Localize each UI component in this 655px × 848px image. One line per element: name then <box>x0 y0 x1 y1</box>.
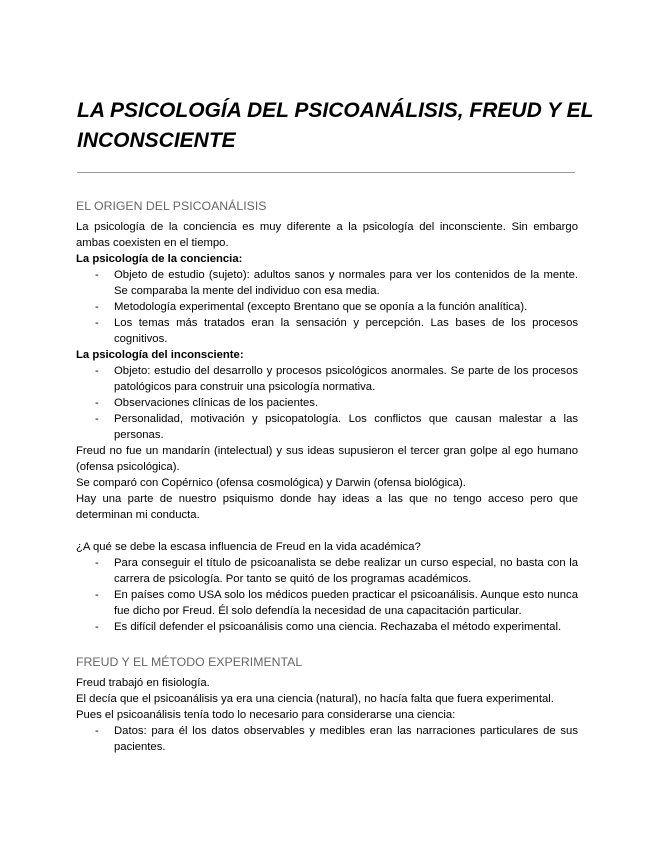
question-paragraph: ¿A qué se debe la escasa influencia de Freud en la vida académica? <box>76 541 421 553</box>
section-heading-origen: EL ORIGEN DEL PSICOANÁLISIS <box>76 199 267 213</box>
dash-bullet: - <box>95 589 99 601</box>
intro-paragraph: La psicología de la conciencia es muy diferente a la psicología del inconsciente. Sin embargo ambas coexisten en el tiempo. <box>76 221 578 249</box>
psiquismo-paragraph: Hay una parte de nuestro psiquismo donde hay ideas a las que no tengo acceso pero que determinan mi conducta. <box>76 493 578 521</box>
inconsciente-list <box>76 363 578 443</box>
dash-bullet: - <box>95 725 99 737</box>
list-item <box>76 267 578 299</box>
list-item-text: Es difícil defender el psicoanálisis como una ciencia. Rechazaba el método experimental. <box>114 621 562 633</box>
dash-bullet: - <box>95 413 99 425</box>
list-item <box>76 723 578 755</box>
dash-bullet: - <box>95 365 99 377</box>
dash-bullet: - <box>95 621 99 633</box>
freud-mandarin-paragraph: Freud no fue un mandarín (intelectual) y sus ideas supusieron el tercer gran golpe al ego humano (ofensa psicológica). <box>76 445 578 473</box>
dash-bullet: - <box>95 301 99 313</box>
list-item-text: En países como USA solo los médicos pueden practicar el psicoanálisis. Aunque esto nunca fue dicho por Freud. Él solo defendía la necesidad de una capacitación particular. <box>114 589 578 617</box>
fisiologia-paragraph: Freud trabajó en fisiología. <box>76 677 210 689</box>
list-item-text: Objeto: estudio del desarrollo y procesos psicológicos anormales. Se parte de los procesos patológicos para construir una psicología normativa. <box>114 365 578 393</box>
list-item-text: Metodología experimental (excepto Brentano que se oponía a la función analítica). <box>114 301 528 313</box>
list-item-text: Datos: para él los datos observables y medibles eran las narraciones particulares de sus pacientes. <box>114 725 578 753</box>
dash-bullet: - <box>95 269 99 281</box>
question-list <box>76 555 578 635</box>
dash-bullet: - <box>95 397 99 409</box>
list-item-text: Objeto de estudio (sujeto): adultos sanos y normales para ver los contenidos de la mente. Se comparaba la mente del individuo con esa media. <box>114 269 578 297</box>
list-item-text: Los temas más tratados eran la sensación y percepción. Las bases de los procesos cognitivos. <box>114 317 578 345</box>
section-metodo <box>76 654 578 755</box>
list-item <box>76 619 578 635</box>
conciencia-list <box>76 267 578 347</box>
ciencia-paragraph: El decía que el psicoanálisis ya era una ciencia (natural), no hacía falta que fuera experimental. <box>76 693 554 705</box>
list-item <box>76 363 578 395</box>
section-heading-metodo: FREUD Y EL MÉTODO EXPERIMENTAL <box>76 655 303 669</box>
list-item-text: Para conseguir el título de psicoanalista se debe realizar un curso especial, no basta con la carrera de psicología. Por tanto se quitó de los programas académicos. <box>114 557 578 585</box>
inconsciente-label: La psicología del inconsciente: <box>76 349 244 361</box>
necesario-paragraph: Pues el psicoanálisis tenía todo lo necesario para considerarse una ciencia: <box>76 709 456 721</box>
section-origen <box>76 198 578 635</box>
list-item <box>76 555 578 587</box>
list-item <box>76 315 578 347</box>
list-item <box>76 587 578 619</box>
metodo-list <box>76 723 578 755</box>
list-item <box>76 411 578 443</box>
horizontal-rule <box>77 172 575 173</box>
list-item-text: Personalidad, motivación y psicopatología. Los conflictos que causan malestar a las personas. <box>114 413 578 441</box>
list-item <box>76 395 578 411</box>
dash-bullet: - <box>95 317 99 329</box>
list-item <box>76 299 578 315</box>
dash-bullet: - <box>95 557 99 569</box>
conciencia-label: La psicología de la conciencia: <box>76 253 243 265</box>
spacer <box>76 523 578 539</box>
document-title: LA PSICOLOGÍA DEL PSICOANÁLISIS, FREUD Y EL INCONSCIENTE <box>77 99 594 152</box>
list-item-text: Observaciones clínicas de los pacientes. <box>114 397 319 409</box>
copernico-paragraph: Se comparó con Copérnico (ofensa cosmológica) y Darwin (ofensa biológica). <box>76 477 466 489</box>
